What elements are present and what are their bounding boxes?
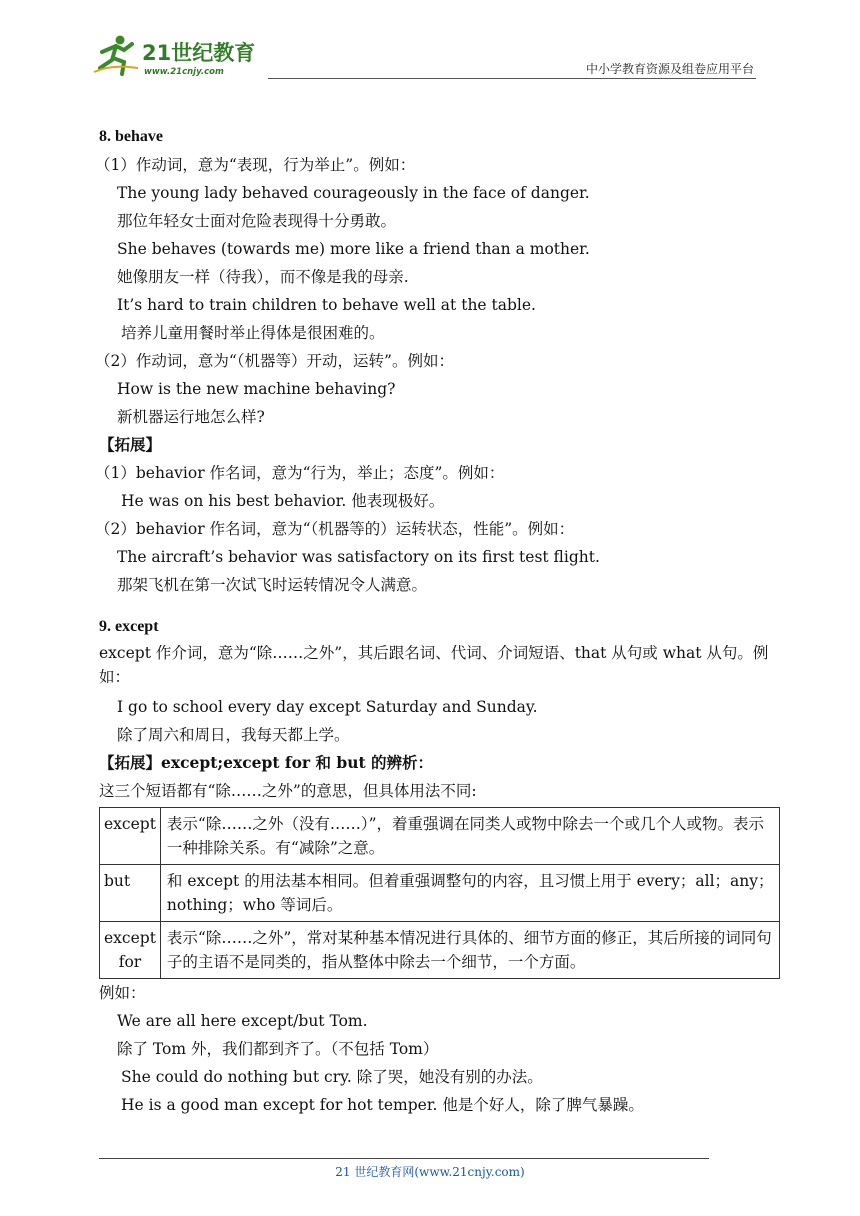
- except-intro: except 作介词，意为“除……之外”，其后跟名词、代词、介词短语、that 从句或 what 从句。例如：: [99, 644, 769, 686]
- example-cn: 培养儿童用餐时举止得体是很困难的。: [121, 324, 385, 342]
- example-en: How is the new machine behaving?: [117, 380, 396, 398]
- platform-name: 中小学教育资源及组卷应用平台: [585, 62, 754, 76]
- page-header: [0, 0, 860, 90]
- example-en: We are all here except/but Tom.: [117, 1012, 368, 1030]
- table-value: 表示“除……之外”，常对某种基本情况进行具体的、细节方面的修正，其后所接的词同句子的主语不是同类的，指从整体中除去一个细节，一个方面。: [160, 922, 779, 979]
- runner-icon: [94, 36, 138, 75]
- example-cn: 除了周六和周日，我每天都上学。: [117, 726, 350, 744]
- example-mixed: He was on his best behavior. 他表现极好。: [121, 492, 445, 510]
- example-cn: 那架飞机在第一次试飞时运转情况令人满意。: [117, 576, 428, 594]
- example-en: I go to school every day except Saturday and Sunday.: [117, 698, 538, 716]
- svg-text:21世纪教育: 21世纪教育: [142, 41, 256, 65]
- header-divider: [268, 78, 756, 79]
- table-row: [100, 808, 780, 865]
- meaning-1: （1）作动词，意为“表现，行为举止”。例如：: [95, 156, 416, 174]
- comparison-table: [99, 807, 780, 979]
- table-row: [100, 865, 780, 922]
- example-cn: 她像朋友一样（待我），而不像是我的母亲.: [117, 268, 409, 286]
- example-en: The aircraft’s behavior was satisfactory on its first test flight.: [117, 548, 600, 566]
- examples-label: 例如：: [99, 984, 146, 1002]
- meaning-2: （2）作动词，意为“（机器等）开动，运转”。例如：: [95, 352, 454, 370]
- example-en: It’s hard to train children to behave well at the table.: [117, 296, 536, 314]
- example-cn: 新机器运行地怎么样?: [117, 408, 265, 426]
- example-en: She behaves (towards me) more like a friend than a mother.: [117, 240, 590, 258]
- table-value: 和 except 的用法基本相同。但着重强调整句的内容，且习惯上用于 every；all；any；nothing；who 等词后。: [160, 865, 779, 922]
- extension-1: （1）behavior 作名词，意为“行为，举止；态度”。例如：: [95, 464, 505, 482]
- example-mixed: He is a good man except for hot temper. 他是个好人，除了脾气暴躁。: [121, 1096, 644, 1114]
- extension-heading: 【拓展】except;except for 和 but 的辨析：: [99, 753, 434, 772]
- table-key: except for: [100, 922, 161, 979]
- extension-intro: 这三个短语都有“除……之外”的意思，但具体用法不同:: [99, 782, 477, 800]
- example-cn: 除了 Tom 外，我们都到齐了。（不包括 Tom）: [117, 1040, 439, 1058]
- table-value: 表示“除……之外（没有……）”，着重强调在同类人或物中除去一个或几个人或物。表示一种排除关系。有“减除”之意。: [160, 808, 779, 865]
- extension-heading: 【拓展】: [99, 435, 162, 454]
- example-mixed: She could do nothing but cry. 除了哭，她没有别的办法。: [121, 1068, 543, 1086]
- section-title-except: 9. except: [99, 618, 159, 635]
- table-key: except: [100, 808, 161, 865]
- table-row: [100, 922, 780, 979]
- section-title-behave: 8. behave: [99, 128, 163, 145]
- example-cn: 那位年轻女士面对危险表现得十分勇敢。: [117, 212, 397, 230]
- footer-divider: [99, 1158, 709, 1159]
- main-content: [95, 123, 780, 1119]
- extension-2: （2）behavior 作名词，意为“（机器等的）运转状态，性能”。例如：: [95, 520, 575, 538]
- example-en: The young lady behaved courageously in the face of danger.: [117, 184, 590, 202]
- logo: [92, 34, 262, 78]
- footer-link[interactable]: 21 世纪教育网(www.21cnjy.com): [335, 1165, 525, 1179]
- svg-text:www.21cnjy.com: www.21cnjy.com: [144, 67, 224, 77]
- table-key: but: [100, 865, 161, 922]
